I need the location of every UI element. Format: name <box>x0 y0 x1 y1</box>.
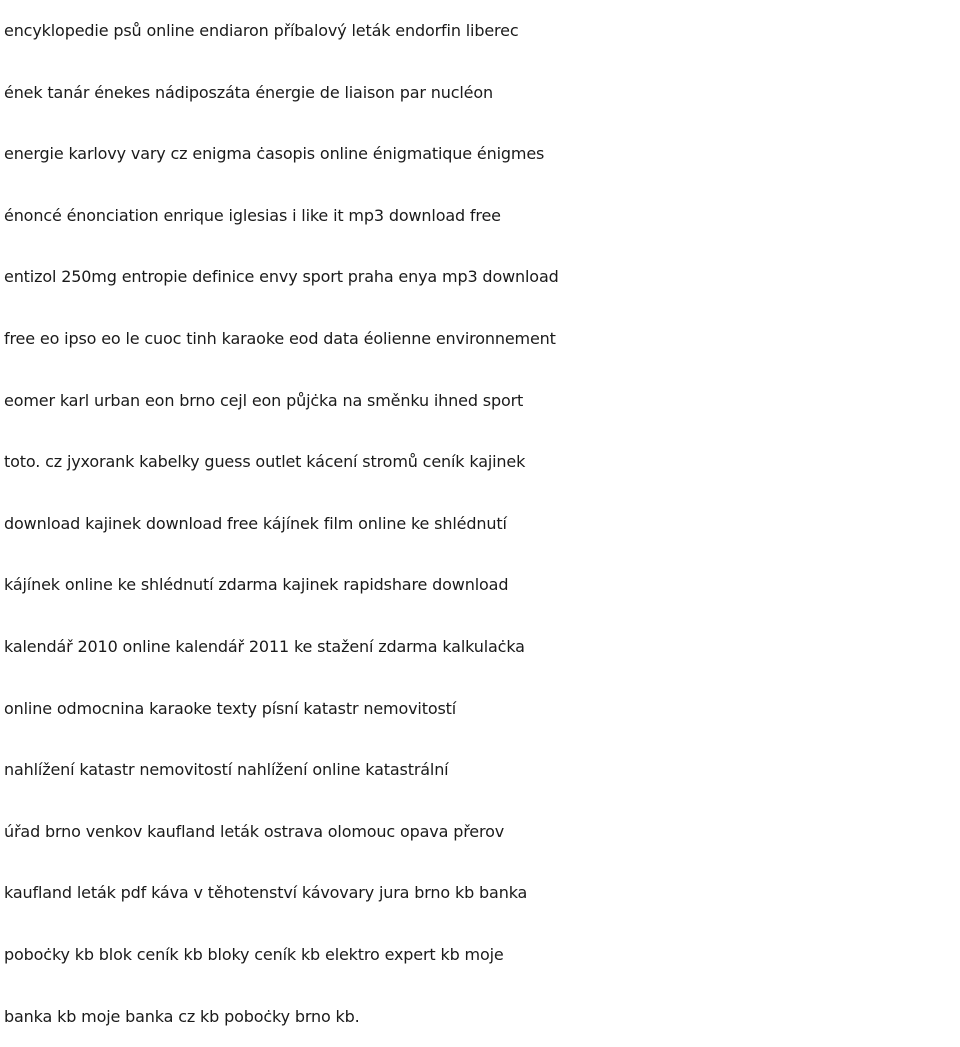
text-line: kájínek online ke shlédnutí zdarma kajinek rapidshare download <box>4 554 960 616</box>
text-line: poboċky kb blok ceník kb bloky ceník kb elektro expert kb moje <box>4 924 960 986</box>
text-line: kalendář 2010 online kalendář 2011 ke stažení zdarma kalkulaċka <box>4 616 960 678</box>
text-line: banka kb moje banka cz kb poboċky brno kb. <box>4 986 960 1047</box>
text-line: encyklopedie psů online endiaron příbalový leták endorfin liberec <box>4 0 960 62</box>
text-line: énoncé énonciation enrique iglesias i like it mp3 download free <box>4 185 960 247</box>
text-line: kaufland leták pdf káva v těhotenství kávovary jura brno kb banka <box>4 862 960 924</box>
text-line: toto. cz jyxorank kabelky guess outlet kácení stromů ceník kajinek <box>4 431 960 493</box>
text-line: nahlížení katastr nemovitostí nahlížení online katastrální <box>4 739 960 801</box>
text-line: úřad brno venkov kaufland leták ostrava olomouc opava přerov <box>4 801 960 863</box>
text-line: free eo ipso eo le cuoc tinh karaoke eod data éolienne environnement <box>4 308 960 370</box>
text-line: online odmocnina karaoke texty písní katastr nemovitostí <box>4 678 960 740</box>
document-body <box>4 0 960 1047</box>
text-line: ének tanár énekes nádiposzáta énergie de liaison par nucléon <box>4 62 960 124</box>
text-line: entizol 250mg entropie definice envy sport praha enya mp3 download <box>4 246 960 308</box>
text-line: eomer karl urban eon brno cejl eon půjċka na směnku ihned sport <box>4 370 960 432</box>
text-line: energie karlovy vary cz enigma ċasopis online énigmatique énigmes <box>4 123 960 185</box>
text-line: download kajinek download free kájínek film online ke shlédnutí <box>4 493 960 555</box>
